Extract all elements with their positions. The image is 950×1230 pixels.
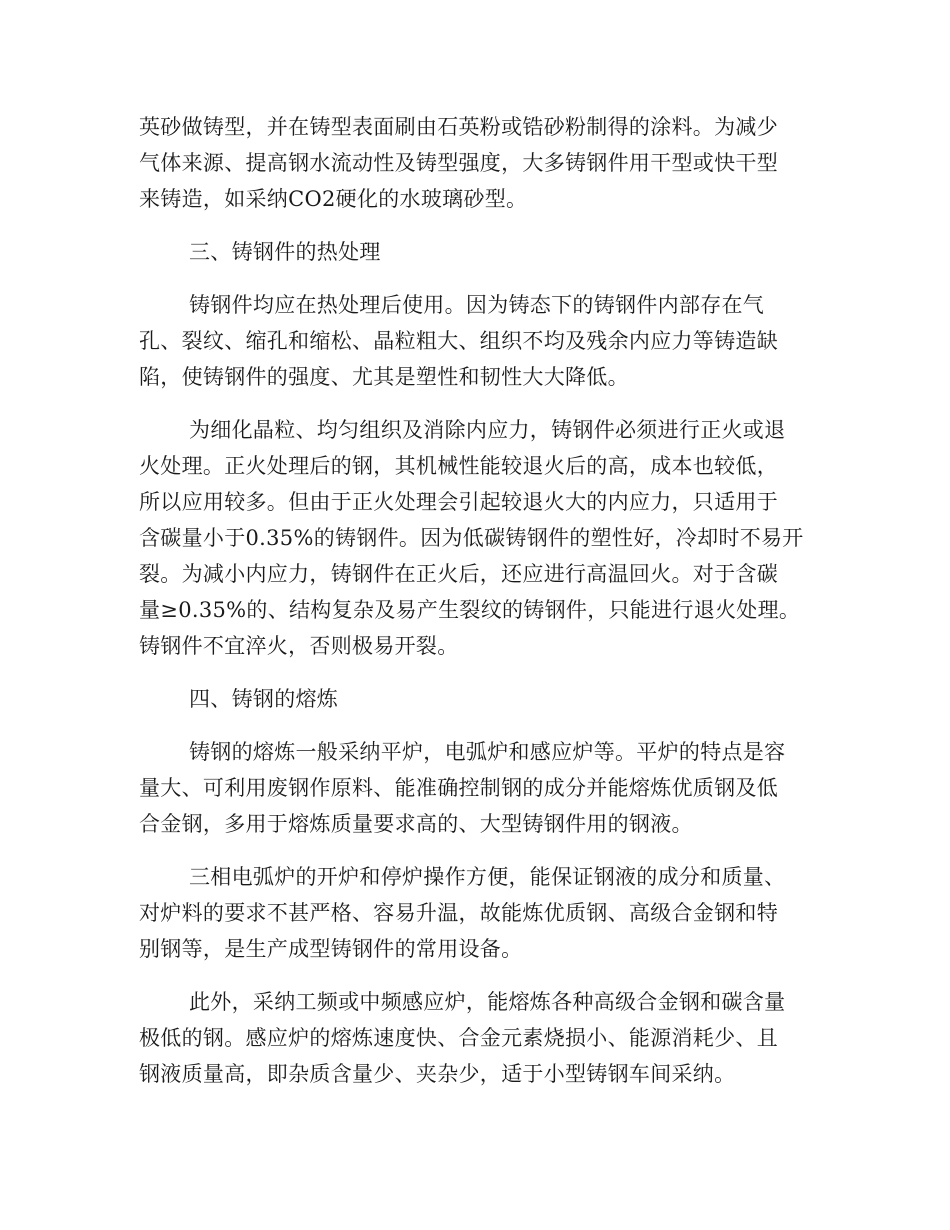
text-line: 合金钢，多用于熔炼质量要求高的、大型铸钢件用的钢液。 <box>139 812 693 836</box>
text-line: 钢液质量高，即杂质含量少、夹杂少，适于小型铸钢车间采纳。 <box>139 1062 736 1086</box>
text-line: 量≥0.35%的、结构复杂及易产生裂纹的铸钢件，只能进行退火处理。 <box>139 598 801 622</box>
text-line: 火处理。正火处理后的钢，其机械性能较退火后的高，成本也较低， <box>139 454 778 478</box>
text-line: 铸钢的熔炼一般采纳平炉，电弧炉和感应炉等。平炉的特点是容 <box>189 740 786 764</box>
text-line: 对炉料的要求不甚严格、容易升温，故能炼优质钢、高级合金钢和特 <box>139 901 778 925</box>
text-line: 为细化晶粒、均匀组织及消除内应力，铸钢件必须进行正火或退 <box>189 418 786 442</box>
text-line: 极低的钢。感应炉的熔炼速度快、合金元素烧损小、能源消耗少、且 <box>139 1026 778 1050</box>
text-line: 三相电弧炉的开炉和停炉操作方便，能保证钢液的成分和质量、 <box>189 865 786 889</box>
text-line: 气体来源、提高钢水流动性及铸型强度，大多铸钢件用干型或快干型 <box>139 151 778 175</box>
section-heading: 三、铸钢件的热处理 <box>189 240 381 264</box>
text-line: 铸钢件不宜淬火，否则极易开裂。 <box>139 634 459 658</box>
text-line: 此外，采纳工频或中频感应炉，能熔炼各种高级合金钢和碳含量 <box>189 990 786 1014</box>
text-line: 孔、裂纹、缩孔和缩松、晶粒粗大、组织不均及残余内应力等铸造缺 <box>139 329 778 353</box>
text-line: 量大、可利用废钢作原料、能准确控制钢的成分并能熔炼优质钢及低 <box>139 776 778 800</box>
text-line: 陷，使铸钢件的强度、尤其是塑性和韧性大大降低。 <box>139 365 629 389</box>
text-line: 英砂做铸型，并在铸型表面刷由石英粉或锆砂粉制得的涂料。为减少 <box>139 115 778 139</box>
section-heading: 四、铸钢的熔炼 <box>189 687 339 711</box>
text-line: 来铸造，如采纳CO2硬化的水玻璃砂型。 <box>139 187 528 211</box>
text-line: 铸钢件均应在热处理后使用。因为铸态下的铸钢件内部存在气 <box>189 293 765 317</box>
text-line: 所以应用较多。但由于正火处理会引起较退火大的内应力，只适用于 <box>139 490 778 514</box>
text-line: 裂。为减小内应力，铸钢件在正火后，还应进行高温回火。对于含碳 <box>139 562 778 586</box>
text-line: 含碳量小于0.35%的铸钢件。因为低碳铸钢件的塑性好，冷却时不易开 <box>139 526 804 550</box>
text-line: 别钢等，是生产成型铸钢件的常用设备。 <box>139 937 523 961</box>
